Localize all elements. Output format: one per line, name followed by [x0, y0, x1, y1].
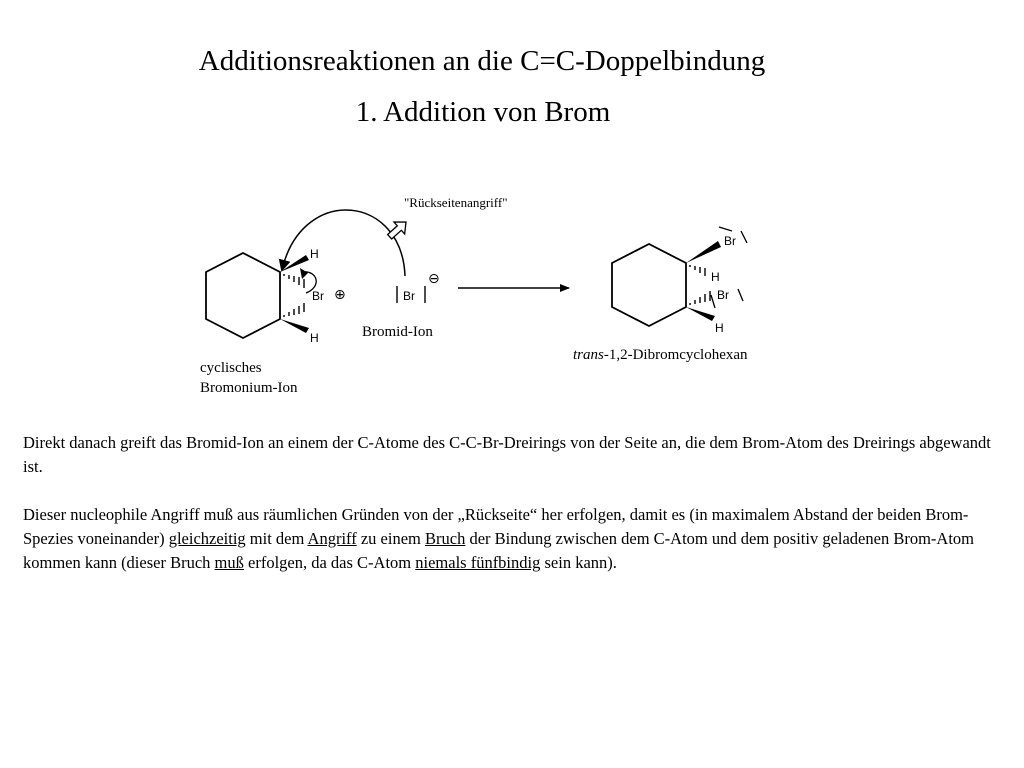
bromonium-label-line1: cyclisches — [200, 360, 262, 376]
paragraph-1: Direkt danach greift das Bromid-Ion an einem der C-Atome des C-C-Br-Dreirings von der Seite an, die dem Brom-Atom des Dreirings abgewandt ist. — [23, 433, 991, 476]
atom-h-product-mid: H — [711, 270, 720, 284]
attack-arrow — [283, 210, 405, 276]
para2-s3: zu einem — [356, 529, 425, 548]
wedge-h-bottom — [280, 319, 309, 333]
product-label-rest: -1,2-Dibromcyclohexan — [603, 347, 748, 363]
hashed-bonds-br — [284, 274, 304, 317]
paragraph-2 — [23, 503, 1003, 575]
para2-s6: sein kann). — [540, 553, 617, 572]
slide-title: Additionsreaktionen an die C=C-Doppelbindung — [198, 45, 766, 77]
positive-charge: ⊕ — [334, 286, 346, 302]
atom-h-top: H — [310, 247, 319, 261]
underline-gleichzeitig: gleichzeitig — [168, 529, 246, 548]
negative-charge: ⊖ — [428, 270, 440, 286]
product-ring — [612, 244, 686, 326]
wedge-br-top — [686, 241, 721, 263]
hashed-bonds-product — [690, 265, 710, 305]
underline-angriff: Angriff — [307, 529, 357, 548]
attack-label: "Rückseitenangriff" — [404, 195, 508, 210]
para2-s2: mit dem — [245, 529, 308, 548]
bromonium-ring — [206, 253, 280, 338]
atom-br-bromonium: Br — [312, 289, 324, 303]
para2-s1: Dieser nucleophile Angriff muß aus räumlichen Gründen von der „Rückseite“ her erfolgen, damit es (in maximalem Abstand der beiden Brom-Spezies voneinander) — [23, 505, 969, 548]
bromonium-label-line2: Bromonium-Ion — [200, 380, 298, 396]
wedge-h-product — [686, 307, 715, 321]
para2-s5: erfolgen, da das C-Atom — [243, 553, 416, 572]
bromide-label: Bromid-Ion — [362, 324, 433, 340]
atom-br-product-top: Br — [724, 234, 736, 248]
atom-br-product-mid: Br — [717, 288, 729, 302]
atom-br-bromide: Br — [403, 289, 415, 303]
para2-s4: der Bindung zwischen dem C-Atom und dem positiv geladenen Brom-Atom kommen kann (dieser Bruch — [23, 529, 974, 572]
product-label — [573, 346, 748, 365]
atom-h-product-bottom: H — [715, 321, 724, 335]
product-label-italic: trans — [573, 347, 604, 363]
atom-h-bottom: H — [310, 331, 319, 345]
underline-bruch: Bruch — [425, 529, 466, 548]
underline-muss: muß — [214, 553, 244, 572]
slide-subtitle: 1. Addition von Brom — [355, 96, 611, 128]
underline-niemals-fuenfbindig: niemals fünfbindig — [415, 553, 541, 572]
